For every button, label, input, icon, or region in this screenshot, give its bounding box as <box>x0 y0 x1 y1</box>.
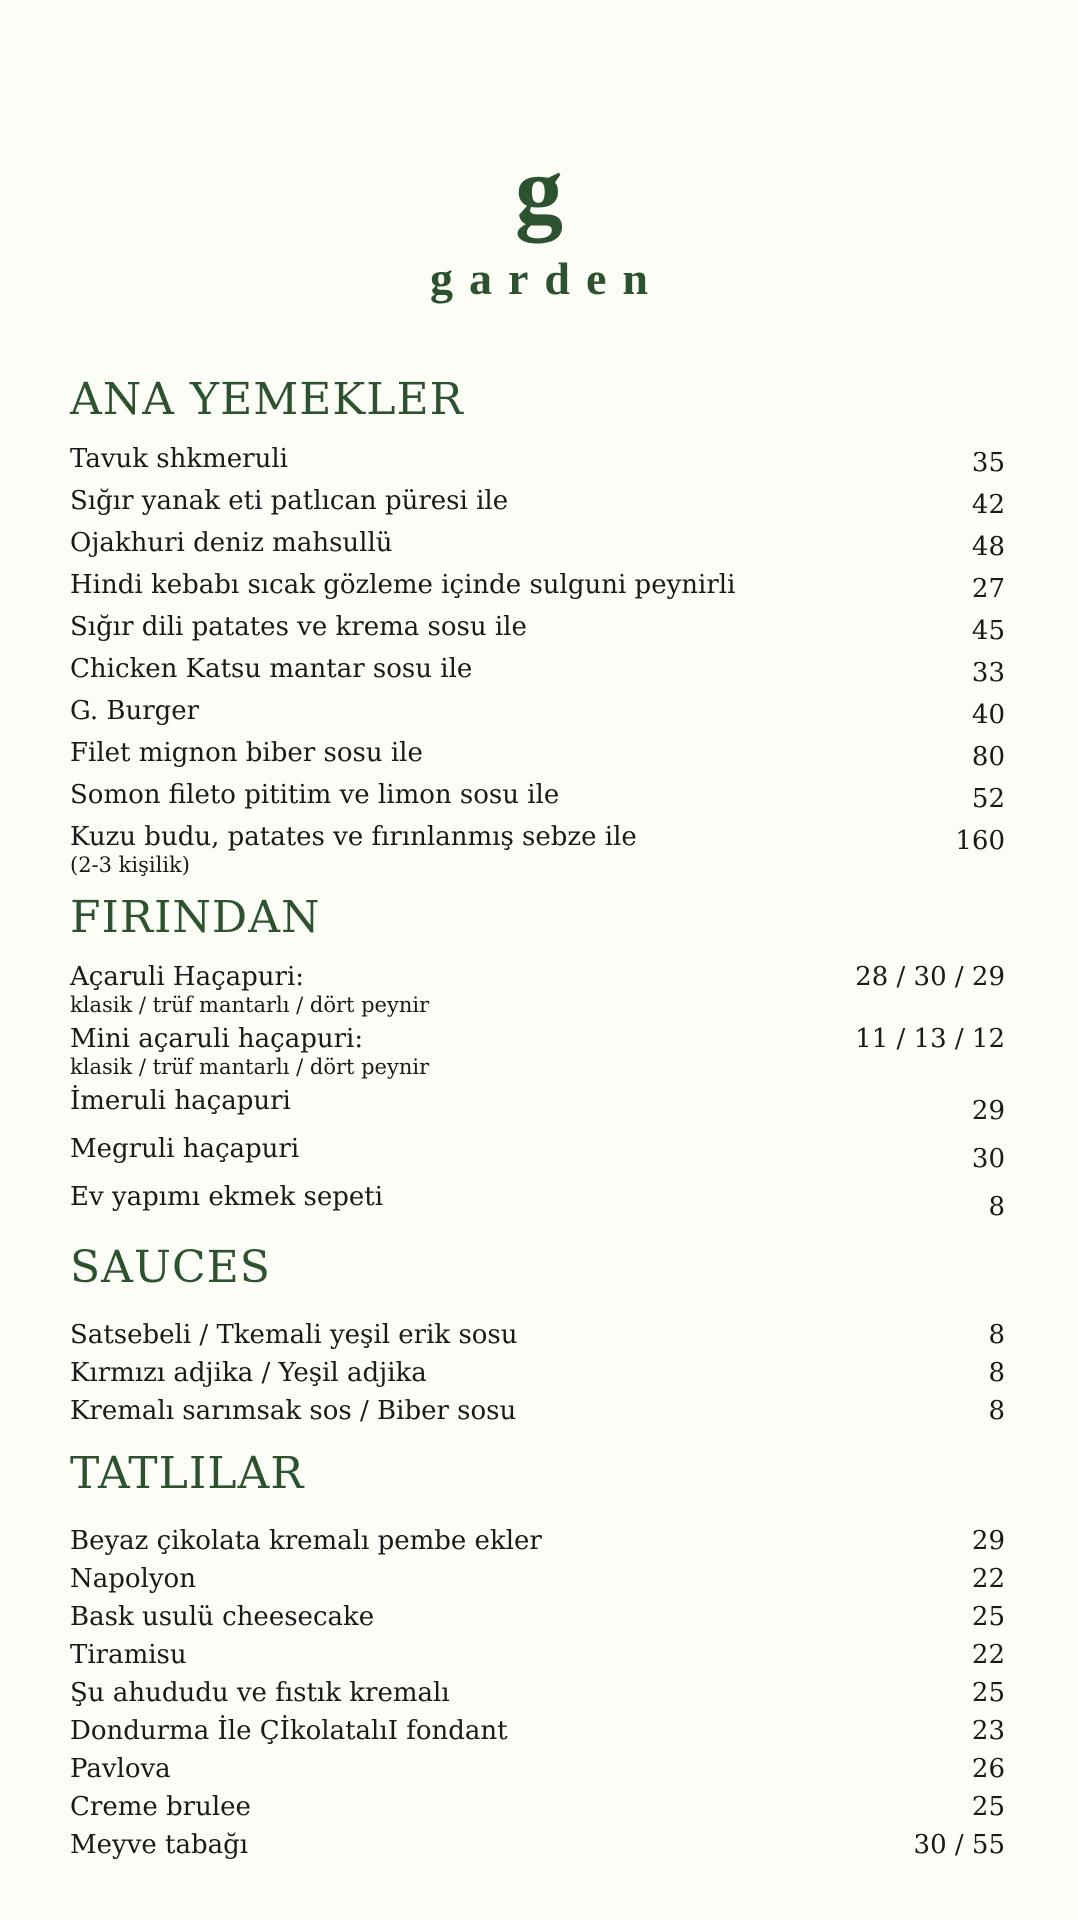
item-price: 25 <box>971 1602 1005 1632</box>
menu-item <box>70 818 1005 880</box>
item-price: 30 / 55 <box>913 1830 1005 1860</box>
item-price: 28 / 30 / 29 <box>855 962 1005 992</box>
item-price: 23 <box>971 1716 1005 1746</box>
item-price: 25 <box>971 1792 1005 1822</box>
item-name: Kuzu budu, patates ve fırınlanmış sebze ile <box>70 822 637 852</box>
item-name: Chicken Katsu mantar sosu ile <box>70 654 473 684</box>
item-price: 22 <box>971 1564 1005 1594</box>
menu-item <box>70 692 1005 734</box>
section-title: ANA YEMEKLER <box>70 374 464 425</box>
menu-item <box>70 1354 1005 1392</box>
item-price: 33 <box>971 658 1005 688</box>
menu-item <box>70 1674 1005 1712</box>
item-price: 42 <box>971 490 1005 520</box>
item-name: Filet mignon biber sosu ile <box>70 738 423 768</box>
item-price: 35 <box>971 448 1005 478</box>
item-price: 160 <box>955 826 1005 856</box>
item-price: 8 <box>988 1320 1005 1350</box>
section-tatlilar <box>70 1446 1005 1864</box>
section-title: SAUCES <box>70 1242 271 1293</box>
menu-item <box>70 1392 1005 1430</box>
item-name: Dondurma İle ÇİkolatalıI fondant <box>70 1716 508 1746</box>
section-ana-yemekler <box>70 372 1005 880</box>
menu-item <box>70 482 1005 524</box>
item-name: Somon fileto pititim ve limon sosu ile <box>70 780 560 810</box>
menu-item <box>70 1316 1005 1354</box>
menu-item <box>70 958 1005 1020</box>
item-name: Sığır dili patates ve krema sosu ile <box>70 612 527 642</box>
brand-name: garden <box>430 253 664 304</box>
item-name: Bask usulü cheesecake <box>70 1602 375 1632</box>
item-note: klasik / trüf mantarlı / dört peynir <box>70 1055 430 1079</box>
item-price: 8 <box>988 1192 1005 1222</box>
item-price: 29 <box>971 1096 1005 1126</box>
menu-item <box>70 440 1005 482</box>
item-name: Tavuk shkmeruli <box>70 444 288 474</box>
item-name: Beyaz çikolata kremalı pembe ekler <box>70 1526 542 1556</box>
menu-item <box>70 1636 1005 1674</box>
item-name: Sığır yanak eti patlıcan püresi ile <box>70 486 509 516</box>
item-name: Kremalı sarımsak sos / Biber sosu <box>70 1396 517 1426</box>
menu-item <box>70 1712 1005 1750</box>
item-name: Satsebeli / Tkemali yeşil erik sosu <box>70 1320 518 1350</box>
menu-item <box>70 1750 1005 1788</box>
menu-item <box>70 1020 1005 1082</box>
item-price: 48 <box>971 532 1005 562</box>
menu-item <box>70 1826 1005 1864</box>
item-name: Pavlova <box>70 1754 171 1784</box>
menu-item <box>70 776 1005 818</box>
brand-mark: g <box>515 136 563 243</box>
menu-item <box>70 1130 1005 1178</box>
menu-item <box>70 566 1005 608</box>
menu-item <box>70 1082 1005 1130</box>
menu-item <box>70 1788 1005 1826</box>
section-sauces <box>70 1240 1005 1430</box>
item-price: 11 / 13 / 12 <box>855 1024 1005 1054</box>
item-name: Mini açaruli haçapuri: <box>70 1024 364 1054</box>
menu-item <box>70 650 1005 692</box>
item-price: 30 <box>971 1144 1005 1174</box>
menu-item <box>70 734 1005 776</box>
item-name: Kırmızı adjika / Yeşil adjika <box>70 1358 427 1388</box>
item-price: 22 <box>971 1640 1005 1670</box>
item-name: G. Burger <box>70 696 200 726</box>
item-price: 80 <box>971 742 1005 772</box>
menu-item <box>70 1178 1005 1226</box>
item-price: 8 <box>988 1396 1005 1426</box>
item-note: (2-3 kişilik) <box>70 853 190 877</box>
section-firindan <box>70 890 1005 1226</box>
item-name: Ev yapımı ekmek sepeti <box>70 1182 384 1212</box>
item-price: 27 <box>971 574 1005 604</box>
item-price: 45 <box>971 616 1005 646</box>
item-price: 29 <box>971 1526 1005 1556</box>
item-name: Ojakhuri deniz mahsullü <box>70 528 393 558</box>
item-name: Meyve tabağı <box>70 1830 249 1860</box>
item-name: Tiramisu <box>70 1640 187 1670</box>
menu-item <box>70 608 1005 650</box>
item-name: Şu ahududu ve fıstık kremalı <box>70 1678 450 1708</box>
brand-logo <box>0 136 1078 305</box>
item-price: 25 <box>971 1678 1005 1708</box>
item-name: Creme brulee <box>70 1792 251 1822</box>
item-price: 52 <box>971 784 1005 814</box>
item-price: 26 <box>971 1754 1005 1784</box>
item-name: Açaruli Haçapuri: <box>70 962 305 992</box>
section-title: TATLILAR <box>70 1448 305 1499</box>
menu-item <box>70 1598 1005 1636</box>
item-name: Hindi kebabı sıcak gözleme içinde sulguni peynirli <box>70 570 736 600</box>
menu-item <box>70 524 1005 566</box>
menu-item <box>70 1522 1005 1560</box>
item-price: 40 <box>971 700 1005 730</box>
item-name: Megruli haçapuri <box>70 1134 300 1164</box>
item-name: İmeruli haçapuri <box>70 1086 291 1116</box>
item-name: Napolyon <box>70 1564 196 1594</box>
item-note: klasik / trüf mantarlı / dört peynir <box>70 993 430 1017</box>
item-price: 8 <box>988 1358 1005 1388</box>
menu-item <box>70 1560 1005 1598</box>
section-title: FIRINDAN <box>70 892 321 943</box>
